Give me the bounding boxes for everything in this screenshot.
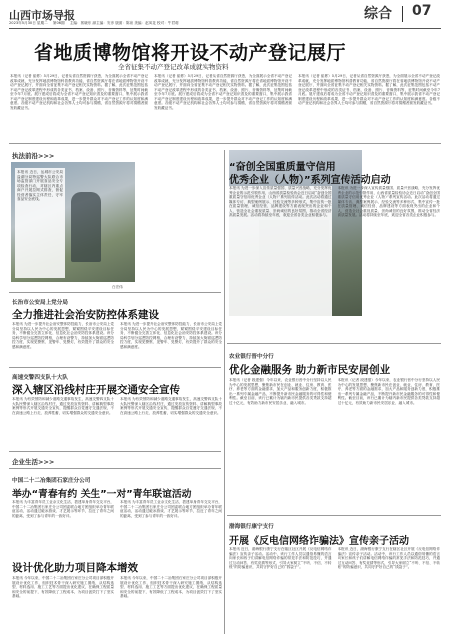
column-text-box [15, 168, 65, 278]
article-body: 本报讯 近日，渤海银行康宁支行在辖区社区开展《反电信网络诈骗法》宣传亲子活动。活动中，该行工作人员以通俗易懂的语言向家长和孩子们讲解电信网络诈骗的常见手法和防范技巧，并通过互动问答、有奖竞猜等形式，引导大家树立“不听、不信、不转账”的防骗意识，共同守护好自己的“钱袋子”。 [229, 547, 332, 569]
lead-body: 本报讯（记者 崔彬）5月29日，记者从省自然资源厅获悉，为全面展示全省不动产登记改革成就，充分发挥地质博物馆科普教育功能，省自然资源厅将在省地质博物馆开设不动产登记展厅，并面向全省征集不动产登记相关实物资料。据了解，此次征集范围包括不动产登记改革进程中形成的各类证书、档案、设备、照片、音像资料等，征集时间截至今年7月底。展厅建成后将成为全省不动产登记知识普及的重要窗口，集中展示我省不动产登记制度建设历程和改革成果，进一步提升群众对不动产登记工作的认知度和满意度。各级不动产登记机构和社会各界人士均可参与捐赠，省自然资源厅将对捐赠者颁发收藏证书。 [10, 74, 148, 110]
lead-headline: 省地质博物馆将开设不动产登记展厅 [34, 42, 347, 64]
lead-bottom-rule [9, 143, 441, 144]
issue-number: 第06期 [52, 21, 65, 25]
article-body: 本报讯 今年以来，中国二十二冶集团石家庄分公司项目部积极开展设计优化工作，组织技术骨干深入研究施工图纸，从结构选型、材料选用、施工工艺等方面提出优化建议，在确保工程质量和安全的前提下，有效降低了工程成本，为项目创效打下了坚实基础。 [12, 576, 114, 598]
article-kicker: 中国二十二冶集团石家庄分公司 [12, 478, 91, 484]
date-line [9, 21, 179, 26]
lead-body-col1 [10, 74, 148, 136]
article-body-cols [12, 322, 222, 362]
column-bottom-rule [9, 292, 221, 293]
article-kicker: 农业银行晋中分行 [229, 354, 274, 360]
section-name: 综合 [364, 6, 392, 22]
article-body: 本报讯 为丰富青年员工业余文化生活，搭建单身青年交友平台，中国二十二冶集团石家庄分公司团委联合地方团组织举办青年联谊活动，活动通过破冰游戏、才艺展示等环节，拉近了青年之间的距离，受到了参与青年的一致好评。 [12, 500, 114, 518]
vertical-divider [224, 150, 225, 634]
article-kicker: 长治市公安局上党分局 [12, 300, 68, 306]
article-rule [9, 451, 221, 452]
article-body-continued: 本报讯 近日，渤海银行康宁支行在辖区社区开展《反电信网络诈骗法》宣传亲子活动。活动中，该行工作人员以通俗易懂的语言向家长和孩子们讲解电信网络诈骗的常见手法和防范技巧，并通过互动问答、有奖竞猜等形式，引导大家树立“不听、不信、不转账”的防骗意识，共同守护好自己的“钱袋子”。 [337, 547, 440, 569]
lead-body-col3 [298, 74, 440, 136]
section-underline [9, 468, 221, 469]
article-headline: 全力推进社会治安防控体系建设 [12, 309, 159, 321]
feature-body-continued: 本报讯 为进一步深入宣传质量强国、质量兴晋战略，充分发挥优秀企业的示范引领作用，山西省质量检验协会近日启动“奋创全国重质量守信用优秀企业（人物）”系列宣传活动。此次活动将通过媒体专访、典型案例展示、经验交流等多种形式，集中宣传一批在质量管理、诚信经营、品牌建设等方面表现突出的企业和个人，营造全社会重视质量、崇尚诚信的良好氛围，推动全省经济高质量发展。活动将持续至年底，欢迎全省各类企业积极参与。 [337, 186, 440, 217]
article-body-continued: 本报讯 为进一步提升社会治安整体防控能力，长治市公安局上党分局坚持以人民为中心的发展思想，紧紧围绕平安建设目标任务，不断健全完善立体化、信息化社会治安防控体系建设。该分局科学划分巡逻防控网格，合理布设警力，持续加大街面巡逻防控力度，实现见警察、见警车、见警灯，有效提升了群众的安全感和满意度。 [120, 322, 222, 349]
feature-headline-line1: “奋创全国重质量守信用 [229, 162, 336, 173]
article-headline: 开展《反电信网络诈骗法》宣传亲子活动 [229, 536, 409, 547]
photo-figure [71, 192, 101, 262]
article-headline: 优化金融服务 助力新市民安居创业 [229, 364, 391, 376]
article-body-cols [12, 397, 222, 447]
feature-body: 本报讯 为进一步深入宣传质量强国、质量兴晋战略，充分发挥优秀企业的示范引领作用，山西省质量检验协会近日启动“奋创全国重质量守信用优秀企业（人物）”系列宣传活动。此次活动将通过媒体专访、典型案例展示、经验交流等多种形式，集中宣传一批在质量管理、诚信经营、品牌建设等方面表现突出的企业和个人，营造全社会重视质量、崇尚诚信的良好氛围，推动全省经济高质量发展。活动将持续至年底，欢迎全省各类企业积极参与。 [229, 186, 332, 336]
photo-credit: 白宏伟 [112, 285, 123, 289]
article-body: 本报讯 为进一步提升社会治安整体防控能力，长治市公安局上党分局坚持以人民为中心的发展思想，紧紧围绕平安建设目标任务，不断健全完善立体化、信息化社会治安防控体系建设。该分局科学划分巡逻防控网格，合理布设警力，持续加大街面巡逻防控力度，实现见警察、见警车、见警灯，有效提升了群众的安全感和满意度。 [12, 322, 114, 349]
paper-name: 山西市场导报 [9, 9, 75, 22]
page-number: 07 [412, 3, 432, 19]
column-body: 本报讯 近日，运城市公安局盐湖分局特巡警大队联合市场监管部门开展食品安全专项检查行动，对辖区内重点商户开展拉网式排查，督促经营者落实主体责任，守牢食品安全底线。 [17, 170, 63, 201]
date-text: 2023年5月30日 星期二 [9, 21, 48, 25]
article-kicker: 渤海银行康宁支行 [229, 524, 274, 530]
article-body-continued: 本报讯 今年以来，中国二十二冶集团石家庄分公司项目部积极开展设计优化工作，组织技术骨干深入研究施工图纸，从结构选型、材料选用、施工工艺等方面提出优化建议，在确保工程质量和安全的前提下，有效降低了工程成本，为项目创效打下了坚实基础。 [120, 576, 222, 598]
article-body-continued: 本报讯 为有效预防和减少道路交通事故发生，高速交警四支队十大队民警深入辖区沿线村庄，通过发放宣传资料、讲解典型事故案例等形式开展交通安全宣传，提醒群众自觉遵守交通法规，不在高速公路上行走、放养牲畜，切实增强群众的交通安全意识。 [120, 397, 222, 415]
article-body-continued: 本报讯 为丰富青年员工业余文化生活，搭建单身青年交友平台，中国二十二冶集团石家庄分公司团委联合地方团组织举办青年联谊活动，活动通过破冰游戏、才艺展示等环节，拉近了青年之间的距离，受到了参与青年的一致好评。 [120, 500, 222, 518]
column-title: 执法前沿>>> [12, 152, 55, 160]
article-kicker: 高速交警四支队十大队 [12, 375, 68, 381]
feature-headline-line2: 优秀企业（人物）”系列宣传活动启动 [229, 175, 391, 186]
article-rule [227, 515, 441, 516]
article-body-cols [12, 500, 222, 552]
article-body: 本报讯 为有效预防和减少道路交通事故发生，高速交警四支队十大队民警深入辖区沿线村庄，通过发放宣传资料、讲解典型事故案例等形式开展交通安全宣传，提醒群众自觉遵守交通法规，不在高速公路上行走、放养牲畜，切实增强群众的交通安全意识。 [12, 397, 114, 415]
article-rule [9, 367, 221, 368]
article-body-cols [12, 576, 222, 634]
feature-rule [227, 343, 441, 344]
article-body-cols [229, 378, 440, 510]
lead-body-continued: 本报讯（记者 崔彬）5月29日，记者从省自然资源厅获悉，为全面展示全省不动产登记改革成就，充分发挥地质博物馆科普教育功能，省自然资源厅将在省地质博物馆开设不动产登记展厅，并面向全省征集不动产登记相关实物资料。据了解，此次征集范围包括不动产登记改革进程中形成的各类证书、档案、设备、照片、音像资料等，征集时间截至今年7月底。展厅建成后将成为全省不动产登记知识普及的重要窗口，集中展示我省不动产登记制度建设历程和改革成果，进一步提升群众对不动产登记工作的认知度和满意度。各级不动产登记机构和社会各界人士均可参与捐赠，省自然资源厅将对捐赠者颁发收藏证书。 [154, 74, 292, 110]
article-body: 本报讯（记者 段建强）今年以来，农业银行晋中分行坚持以人民为中心的发展思想，聚焦新市民在创业、就业、住房、教育、医疗、养老等方面的金融需求，加大产品和服务创新力度，积极推出一系列专属金融产品，不断提升新市民金融服务的可得性和便利性。截至目前，该行已累计为辖内新市民提供各类贷款支持超过十亿元，有效助力新市民安居乐业、融入城市。 [229, 378, 332, 405]
article-headline: 深入辖区沿线村庄开展交通安全宣传 [12, 384, 180, 396]
lead-subhead: 全省征集不动产登记改革成就实物资料 [118, 63, 229, 71]
lead-body-col2 [154, 74, 292, 136]
lead-body-continued-2: 本报讯（记者 崔彬）5月29日，记者从省自然资源厅获悉，为全面展示全省不动产登记改革成就，充分发挥地质博物馆科普教育功能，省自然资源厅将在省地质博物馆开设不动产登记展厅，并面向全省征集不动产登记相关实物资料。据了解，此次征集范围包括不动产登记改革进程中形成的各类证书、档案、设备、照片、音像资料等，征集时间截至今年7月底。展厅建成后将成为全省不动产登记知识普及的重要窗口，集中展示我省不动产登记制度建设历程和改革成果，进一步提升群众对不动产登记工作的认知度和满意度。各级不动产登记机构和社会各界人士均可参与捐赠，省自然资源厅将对捐赠者颁发收藏证书。 [298, 74, 440, 105]
editors-line: 主编：郭晓东 副主编：安彦 版面：陈泉 美编：赵凤花 校对：牛君莉 [69, 21, 179, 25]
article-headline: 举办“青春有约 关生”一对”青年联谊活动 [12, 489, 192, 500]
masthead-rule [9, 28, 441, 29]
article-body-cols [229, 547, 440, 634]
feature-body-cols [229, 186, 440, 336]
article-headline: 设计优化助力项目降本增效 [12, 562, 138, 574]
article-body-continued: 本报讯（记者 段建强）今年以来，农业银行晋中分行坚持以人民为中心的发展思想，聚焦新市民在创业、就业、住房、教育、医疗、养老等方面的金融需求，加大产品和服务创新力度，积极推出一系列专属金融产品，不断提升新市民金融服务的可得性和便利性。截至目前，该行已累计为辖内新市民提供各类贷款支持超过十亿元，有效助力新市民安居乐业、融入城市。 [337, 378, 440, 405]
section-title: 企业生活>>> [12, 458, 55, 466]
section-divider [402, 6, 403, 22]
